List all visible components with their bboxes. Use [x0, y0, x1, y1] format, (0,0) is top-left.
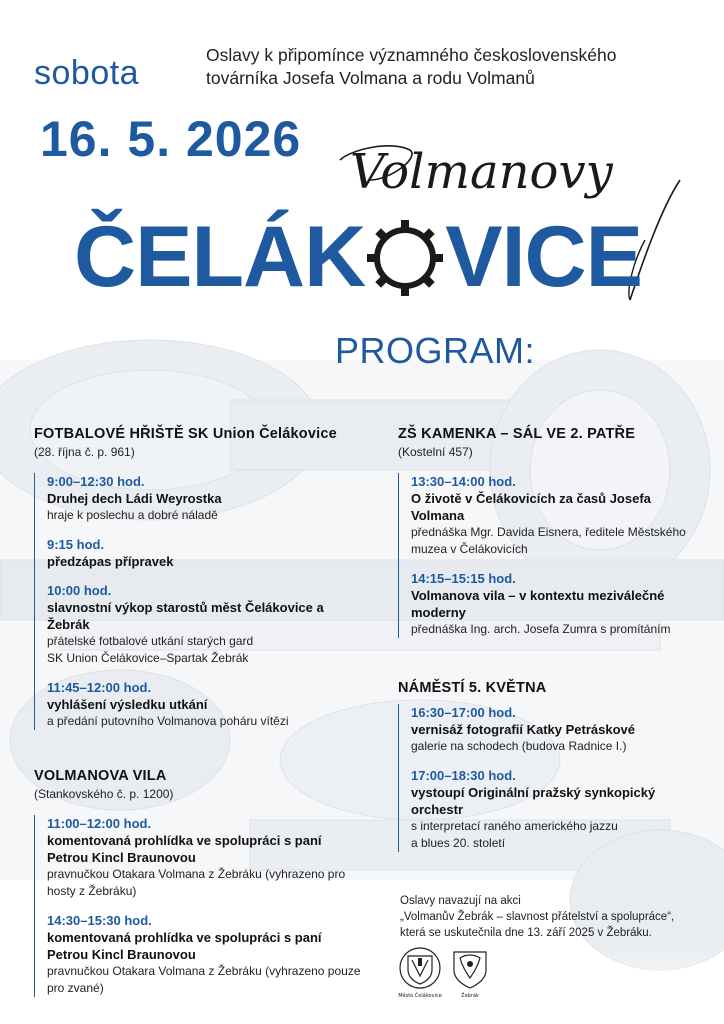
- event-title: Druhej dech Ládi Weyrostka: [47, 491, 222, 506]
- note-line: „Volmanův Žebrák – slavnost přátelství a spolupráce“,: [400, 911, 675, 923]
- event-item: [47, 536, 364, 570]
- event-time: 16:30–17:00 hod.: [411, 705, 516, 720]
- event-item: [411, 570, 698, 638]
- event-description: pravnučkou Otakara Volmana z Žebráku (vyhrazeno pro hosty z Žebráku): [47, 867, 346, 898]
- event-title: vyhlášení výsledku utkání: [47, 697, 208, 712]
- subtitle-line: Oslavy k připomínce významného československého: [206, 45, 617, 65]
- gear-icon: [365, 218, 445, 298]
- venue-title: VOLMANOVA VILA: [34, 768, 167, 784]
- note-line: Oslavy navazují na akci: [400, 895, 521, 907]
- event-title: Volmanova vila – v kontextu meziválečné moderny: [411, 588, 665, 620]
- event-time: 17:00–18:30 hod.: [411, 768, 516, 783]
- event-title: O životě v Čelákovicích za časů Josefa Volmana: [411, 491, 651, 523]
- event-title: komentovaná prohlídka ve spolupráci s paní Petrou Kincl Braunovou: [47, 833, 322, 865]
- event-item: [47, 582, 364, 667]
- city-title-part: ČELÁK: [74, 209, 366, 305]
- right-column-lower: [398, 680, 698, 852]
- logo-caption: Město Čelákovice: [398, 993, 442, 999]
- venue-title: FOTBALOVÉ HŘIŠTĚ SK Union Čelákovice: [34, 426, 337, 442]
- event-title: komentovaná prohlídka ve spolupráci s paní Petrou Kincl Braunovou: [47, 930, 322, 962]
- venue-section: [398, 680, 698, 852]
- footer-note: [400, 893, 700, 941]
- left-column: [34, 426, 364, 730]
- city-title: [74, 208, 642, 307]
- event-title: předzápas přípravek: [47, 554, 174, 569]
- event-subtitle: [206, 44, 706, 90]
- city-title-part: VICE: [445, 209, 642, 305]
- event-time: 14:30–15:30 hod.: [47, 913, 152, 928]
- event-list: [34, 815, 364, 997]
- event-title: slavnostní výkop starostů měst Čelákovice a Žebrák: [47, 600, 324, 632]
- event-time: 9:15 hod.: [47, 537, 105, 552]
- event-item: [47, 679, 364, 730]
- left-column-lower: [34, 768, 364, 997]
- event-list: [34, 473, 364, 730]
- venue-section: [34, 768, 364, 997]
- event-description: hraje k poslechu a dobré náladě: [47, 508, 218, 522]
- event-item: [411, 767, 698, 852]
- program-heading: PROGRAM:: [335, 330, 536, 371]
- event-time: 11:00–12:00 hod.: [47, 816, 152, 831]
- day-label: sobota: [34, 54, 140, 92]
- event-description: přednáška Ing. arch. Josefa Zumra s promítáním: [411, 622, 671, 636]
- event-time: 13:30–14:00 hod.: [411, 474, 516, 489]
- event-title: vystoupí Originální pražský synkopický orchestr: [411, 785, 656, 817]
- event-list: [398, 704, 698, 852]
- event-time: 10:00 hod.: [47, 583, 112, 598]
- event-item: [411, 473, 698, 558]
- event-time: 14:15–15:15 hod.: [411, 571, 516, 586]
- event-item: [411, 704, 698, 755]
- venue-address: (Kostelní 457): [398, 445, 473, 459]
- event-list: [398, 473, 698, 638]
- event-title: vernisáž fotografií Katky Petráskové: [411, 722, 635, 737]
- event-item: [47, 815, 364, 900]
- event-item: [47, 912, 364, 997]
- event-description: s interpretací raného amerického jazzu: [411, 819, 618, 833]
- venue-address: (28. října č. p. 961): [34, 445, 135, 459]
- event-description: přednáška Mgr. Davida Eisnera, ředitele Městského muzea v Čelákovicích: [411, 525, 686, 556]
- subtitle-line: továrníka Josefa Volmana a rodu Volmanů: [206, 68, 535, 88]
- event-item: [47, 473, 364, 524]
- zebrak-coat-of-arms-icon: [448, 946, 492, 1000]
- event-description: přátelské fotbalové utkání starých gard: [47, 634, 254, 648]
- logo-caption: Žebrák: [461, 993, 479, 999]
- note-line: která se uskutečnila dne 13. září 2025 v Žebráku.: [400, 927, 652, 939]
- event-description: a blues 20. století: [411, 836, 506, 850]
- event-description: SK Union Čelákovice–Spartak Žebrák: [47, 651, 249, 665]
- venue-section: [34, 426, 364, 730]
- event-time: 11:45–12:00 hod.: [47, 680, 152, 695]
- event-date: 16. 5. 2026: [40, 111, 302, 167]
- celakovice-coat-of-arms-icon: [398, 946, 442, 1000]
- script-text: Volmanovy: [350, 144, 613, 200]
- venue-title: ZŠ KAMENKA – SÁL VE 2. PATŘE: [398, 426, 636, 442]
- event-description: pravnučkou Otakara Volmana z Žebráku (vyhrazeno pouze pro zvané): [47, 964, 361, 995]
- event-time: 9:00–12:30 hod.: [47, 474, 145, 489]
- event-description: galerie na schodech (budova Radnice I.): [411, 739, 627, 753]
- venue-title: NÁMĚSTÍ 5. KVĚTNA: [398, 680, 547, 696]
- venue-section: [398, 426, 698, 638]
- right-column: [398, 426, 698, 638]
- venue-address: (Stankovského č. p. 1200): [34, 787, 174, 801]
- event-description: a předání putovního Volmanova poháru vítězi: [47, 714, 289, 728]
